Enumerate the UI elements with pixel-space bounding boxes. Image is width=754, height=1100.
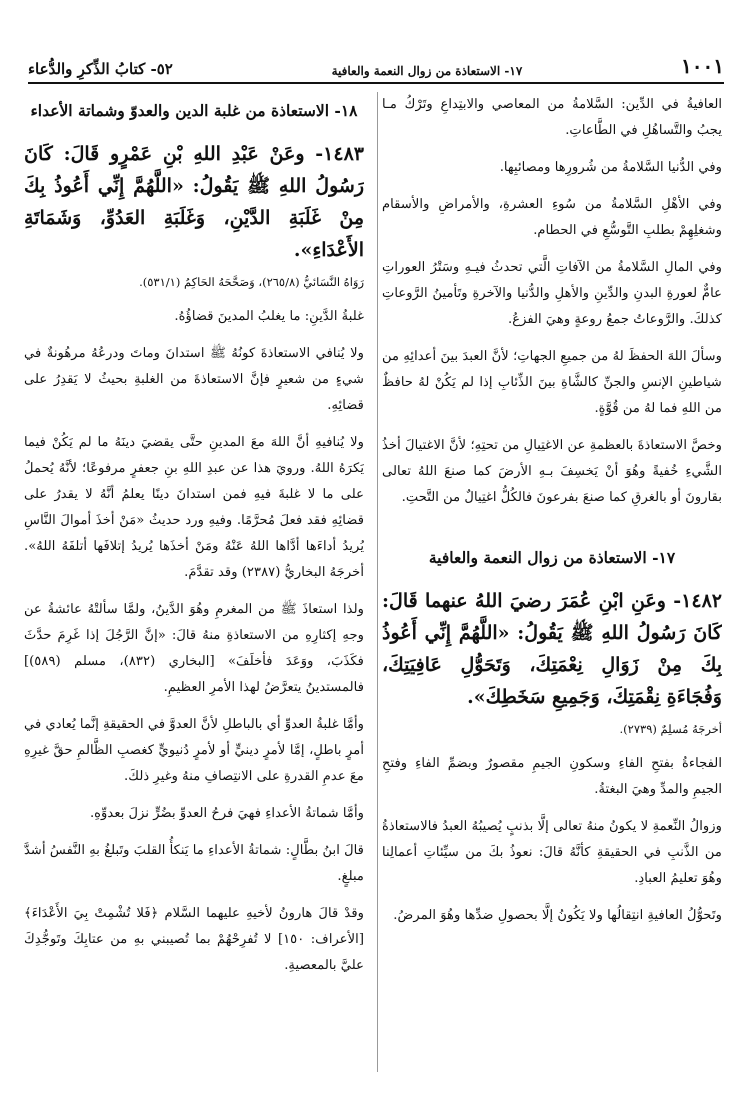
paragraph: غلبةُ الدَّينِ: ما يغلبُ المدينَ قضاؤُهُ. [174, 309, 364, 324]
page-number: ١٠٠١ [681, 54, 724, 78]
section-heading: ١٨- الاستعاذة من غلبة الدين والعدوّ وشماتة الأعداء [30, 101, 358, 120]
page-header [28, 44, 724, 84]
column-divider [377, 92, 378, 1072]
paragraph: وزوالُ النِّعمةِ لا يكونُ منهُ تعالى إلَّا بذنبٍ يُصيبُهُ العبدُ فالاستعاذةُ من الذَّنبِ في الحقيقةِ كأنَّهُ قالَ: نعوذُ بكَ من سيِّئاتِ أعمالِنا وهُوَ تعليمُ العبادِ. [382, 819, 722, 886]
paragraph: ولذا استعاذَ ﷺ من المغرمِ وهُوَ الدَّينُ، ولمَّا سألتْهُ عائشةُ عن وجهِ إكثارِهِ من الاستعاذةِ منهُ قالَ: «إنَّ الرَّجُلَ إذا غَرِمَ حدَّثَ فكَذَبَ، ووَعَدَ فأخلَفَ» [البخاري (٨٣٢)، مسلم (٥٨٩)] فالمستدينُ يتعرَّضُ لهذا الأمرِ العظيمِ. [24, 602, 364, 695]
paragraph: الفجاءةُ بفتحِ الفاءِ وسكونِ الجيمِ مقصورٌ وبضمِّ الفاءِ وفتحِ الجيمِ والمدِّ وهيَ البغتةُ. [382, 756, 722, 797]
hadith-source: أخرجَهُ مُسلِمٌ (٢٧٣٩). [619, 722, 722, 736]
paragraph: وتَحوُّلُ العافيةِ انتِقالُها ولا يَكُونُ إلَّا بحصولِ ضدِّها وهُوَ المرضُ. [393, 908, 722, 923]
paragraph: العافيةُ في الدِّين: السَّلامةُ من المعاصي والابتِداعِ وتَرْكُ مـا يجبُ والتَّساهُلِ في الطَّاعاتِ. [382, 97, 722, 138]
hadith-text: ١٤٨٣- وعَنْ عَبْدِ اللهِ بْنِ عَمْرٍو قَالَ: كَانَ رَسُولُ اللهِ ﷺ يَقُولُ: «اللَّهُمَّ إِنِّي أَعُوذُ بِكَ مِنْ غَلَبَةِ الدَّيْنِ، وَغَلَبَةِ العَدُوِّ، وَشَمَاتَةِ الأَعْدَاءِ». [24, 143, 364, 261]
book-title: ٥٢- كتابُ الذِّكرِ والدُّعاء [28, 60, 173, 78]
paragraph: وفي الأهْلِ السَّلامةُ من سُوءِ العشرةِ، والأمراضِ والأسقام وشغلِهِمْ بطلبِ التَّوسُّعِ في الحطام. [382, 197, 722, 238]
paragraph: وفي المالِ السَّلامةُ من الآفاتِ الَّتي تحدثُ فيـهِ وسَتْرُ العوراتِ عامٌّ لعورةِ البدنِ والدِّينِ والأهلِ والدُّنيا والآخرةِ وتَأمينُ الرَّوعاتِ كذلكَ. والرَّوعاتُ جمعُ روعةٍ وهيَ الفزعُ. [382, 260, 722, 327]
paragraph: وخصَّ الاستعاذةَ بالعظمةِ عن الاغتِيالِ من تحتِهِ؛ لأنَّ الاغتيالَ أخذُ الشَّيءِ خُفيةً وهُوَ أنْ يَخسِفَ بـهِ الأرضَ كما صنعَ اللهُ تعالى بقارونَ أو بالغرقِ كما صنعَ بفرعونَ فالكُلُّ اغتِيالٌ من التَّحتِ. [382, 438, 722, 505]
paragraph: ولا يُنافيهِ أنَّ اللهَ معَ المدينِ حتَّى يقضيَ دينَهُ ما لم يَكُنْ فيما يَكرَهُ اللهُ. ورويَ هذا عن عبدِ اللهِ بنِ جعفرٍ مرفوعًا؛ لأنَّهُ يُحملُ على ما لا غلبةَ فيهِ فمن استدانَ دينًا يعلمُ أنَّهُ لا يقدرُ على قضائِهِ فقد فعلَ مُحرَّمًا. وفيهِ ورد حديثُ «مَنْ أخذَ أموالَ النَّاسِ يُريدُ أداءَها أدَّاها اللهُ عَنْهُ ومَنْ أخذَها يُريدُ إتلافَها أتلفَهُ اللهُ». أخرجَهُ البخاريُّ (٢٣٨٧) وقد تقدَّمَ. [24, 435, 364, 580]
paragraph: وأمَّا غلبةُ العدوِّ أي بالباطلِ لأنَّ العدوَّ في الحقيقةِ إنَّما يُعادي في أمرٍ باطلٍ، إمَّا لأمرٍ دينيٍّ أو لأمرٍ دُنيويٍّ كغصبِ الظَّالمِ حقَّ غيرِهِ معَ عدمِ القدرةِ على الانتِصافِ منهُ وغيرِ ذلكَ. [24, 717, 364, 784]
section-heading: ١٧- الاستعاذة من زوال النعمة والعافية [428, 548, 676, 567]
hadith-source: رَوَاهُ النَّسَائيُّ (٢٦٥/٨)، وَصَحَّحَهُ الحَاكِمُ (٥٣١/١). [139, 275, 364, 289]
paragraph: وسألَ اللهَ الحفظَ لهُ من جميعِ الجهاتِ؛ لأنَّ العبدَ بينَ أعدائِهِ من شياطينِ الإنسِ والجنِّ كالشَّاةِ بينَ الذِّئابِ إذا لم يَكُنْ لهُ حافظٌ من اللهِ فما لهُ من قُوَّةٍ. [382, 349, 722, 416]
running-chapter-title: ١٧- الاستعاذة من زوال النعمة والعافية [331, 64, 523, 78]
paragraph: ولا يُنافي الاستعاذةَ كونُهُ ﷺ استدانَ وماتَ ودرعُهُ مرهُونةٌ في شيءٍ من شعيرٍ فإنَّ الاستعاذةَ من الغلبةِ بحيثُ لا يَقدِرُ على قضائِهِ. [24, 346, 364, 413]
paragraph: قالَ ابنُ بطَّالٍ: شماتةُ الأعداءِ ما يَنكأُ القلبَ وتَبلغُ بهِ النَّفسُ أشدَّ مبلغٍ. [24, 843, 364, 884]
hadith-text: ١٤٨٢- وعَنِ ابْنِ عُمَرَ رضيَ اللهُ عنهما قَالَ: كَانَ رَسُولُ اللهِ ﷺ يَقُولُ: «اللَّهُمَّ إِنِّي أَعُوذُ بِكَ مِنْ زَوَالِ نِعْمَتِكَ، وَتَحَوُّلِ عَافِيَتِكَ، وَفُجَاءَةِ نِقْمَتِكَ، وَجَمِيعِ سَخَطِكَ». [382, 590, 722, 708]
paragraph: وأمَّا شماتةُ الأعداءِ فهيَ فرحُ العدوِّ بضُرٍّ نزلَ بعدوِّهِ. [89, 806, 364, 821]
paragraph: وقدْ قالَ هارونُ لأخيهِ عليهما السَّلام ﴿فَلا تُشْمِتْ بِيَ الأَعْدَاءَ﴾ [الأعراف: ١٥٠] لا تُفرِحْهُمْ بما تُصيبني بهِ من عتابِكَ وتَوجُّدِكَ عليَّ بالمعصيةِ. [24, 906, 364, 973]
paragraph: وفي الدُّنيا السَّلامةُ من شُرورِها ومصائبِها. [499, 160, 722, 175]
left-column [24, 92, 364, 1080]
right-column [382, 92, 722, 1080]
